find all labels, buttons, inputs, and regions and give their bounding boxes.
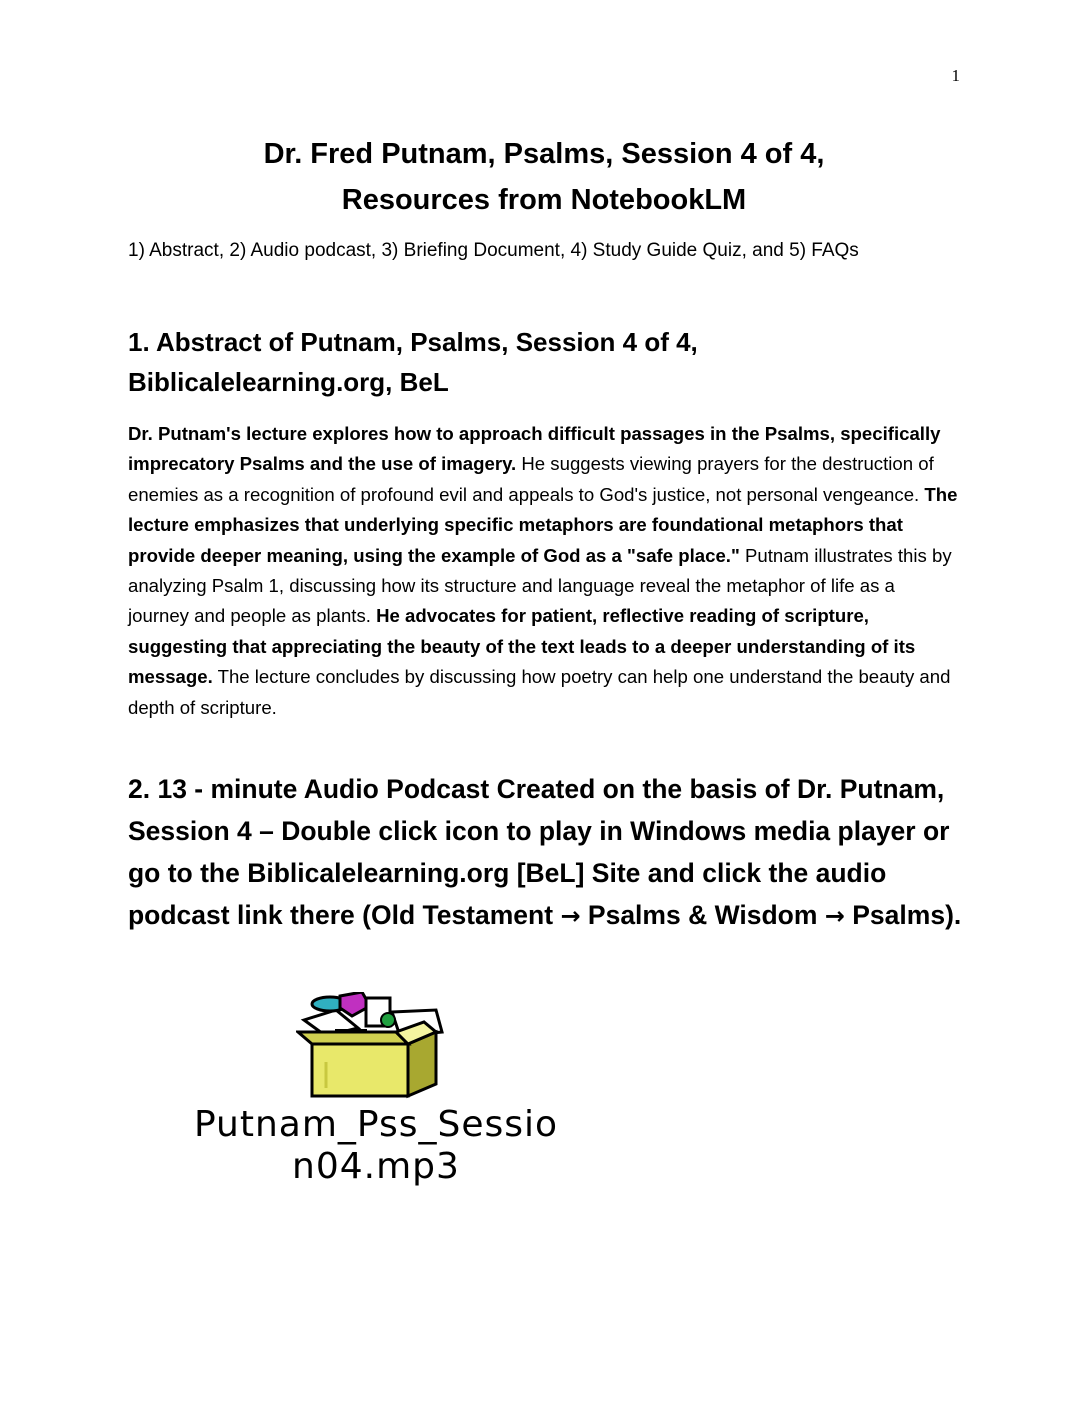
page-number: 1 xyxy=(951,66,960,85)
audio-file-attachment[interactable] xyxy=(128,992,624,1192)
abstract-sentence: The lecture emphasizes that underlying specific metaphors are foundational metaphors that provide deeper meaning, using the example of God as a "safe place." xyxy=(128,483,958,566)
page-title-line-2: Resources from NotebookLM xyxy=(341,184,747,216)
audio-heading-text: 2. 13 - minute Audio Podcast Created on the basis of Dr. Putnam, Session 4 – Double click icon to play in Windows media player or go to the Biblicalelearning.org [BeL] Site and click the audio podcast link there (Old Testament xyxy=(128,774,950,930)
abstract-sentence: Dr. Putnam's lecture explores how to approach difficult passages in the Psalms, specifically imprecatory Psalms and the use of imagery. xyxy=(128,423,941,475)
abstract-sentence: He suggests viewing prayers for the destruction of enemies as a recognition of profound evil and appeals to God's justice, not personal vengeance. xyxy=(128,453,934,505)
audio-heading-text: Psalms). xyxy=(844,900,962,930)
abstract-sentence: He advocates for patient, reflective reading of scripture, suggesting that appreciating the beauty of the text leads to a deeper understanding of its message. xyxy=(128,605,916,688)
right-arrow-icon: → xyxy=(824,902,845,930)
contents-list: 1) Abstract, 2) Audio podcast, 3) Briefing Document, 4) Study Guide Quiz, and 5) FAQs xyxy=(128,240,859,261)
file-name-line-2: n04.mp3 xyxy=(292,1146,460,1187)
package-icon[interactable] xyxy=(296,992,452,1100)
file-name-line-1: Putnam_Pss_Sessio xyxy=(193,1104,559,1145)
abstract-paragraph xyxy=(128,419,960,723)
right-arrow-icon: → xyxy=(560,902,581,930)
page-title xyxy=(0,131,1088,223)
audio-podcast-heading xyxy=(128,768,968,937)
abstract-heading-line-1: 1. Abstract of Putnam, Psalms, Session 4 of 4, xyxy=(128,327,698,357)
abstract-heading xyxy=(128,322,968,402)
abstract-sentence: Putnam illustrates this by analyzing Psalm 1, discussing how its structure and language reveal the metaphor of life as a journey and people as plants. xyxy=(128,544,952,627)
audio-file-name[interactable] xyxy=(128,1104,624,1188)
audio-heading-text: Psalms & Wisdom xyxy=(580,900,825,930)
abstract-heading-line-2: Biblicalelearning.org, BeL xyxy=(128,367,449,397)
abstract-sentence: The lecture concludes by discussing how poetry can help one understand the beauty and depth of scripture. xyxy=(128,666,951,718)
page-title-line-1: Dr. Fred Putnam, Psalms, Session 4 of 4, xyxy=(263,138,825,170)
